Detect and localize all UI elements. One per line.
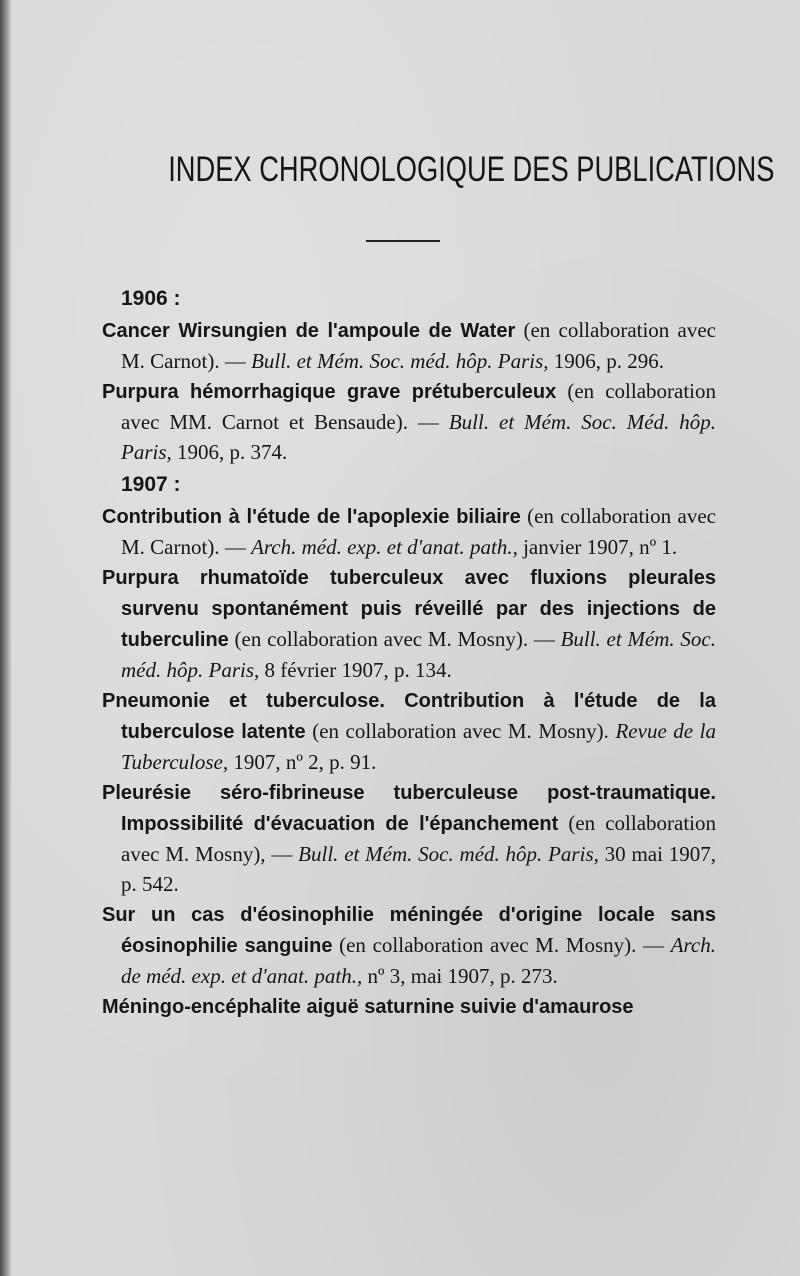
publication-citation: Bull. et Mém. Soc. méd. hôp. Paris, — [298, 842, 599, 866]
publication-list — [102, 283, 716, 1022]
publication-note: (en collaboration avec MM. Carnot et Bensaude). — — [121, 379, 717, 434]
publication-title: Purpura rhumatoïde tuberculeux avec fluxions pleurales survenu spontanément puis réveillé par des injections de tuberculine — [102, 567, 716, 651]
publication-entry — [102, 777, 716, 899]
publication-title: Pleurésie séro-fibrineuse tuberculeuse post-traumatique. Impossibilité d'évacuation de l'épanchement — [102, 782, 716, 835]
publication-citation: Arch. méd. exp. et d'anat. path., — [251, 535, 518, 559]
publication-note: (en collaboration avec M. Mosny), — — [121, 811, 716, 866]
publication-entry — [102, 685, 716, 777]
publication-ref: janvier 1907, nº 1. — [517, 535, 678, 559]
publication-entry — [102, 562, 716, 685]
publication-entry — [102, 899, 716, 991]
publication-citation: Arch. de méd. exp. et d'anat. path., — [121, 933, 716, 988]
year-heading-1907: 1907 : — [121, 473, 181, 496]
publication-ref: 1906, p. 296. — [548, 349, 665, 373]
publication-citation: Bull. et Mém. Soc. méd. hôp. Paris, — [251, 349, 549, 373]
publication-note: (en collaboration avec M. Carnot). — — [121, 504, 716, 559]
publication-note: (en collaboration avec M. Mosny). — — [228, 627, 561, 651]
publication-note: (en collaboration avec M. Mosny). — — [332, 933, 671, 957]
publication-title: Méningo-encéphalite aiguë saturnine suivie d'amaurose — [102, 996, 634, 1018]
publication-title: Purpura hémorrhagique grave prétuberculeux — [102, 381, 557, 403]
publication-note: (en collaboration avec M. Mosny). — [305, 719, 616, 743]
publication-entry — [102, 991, 716, 1022]
title-rule — [366, 240, 440, 242]
page-edge-shadow — [0, 0, 12, 1276]
publication-title: Cancer Wirsungien de l'ampoule de Water — [102, 320, 516, 342]
publication-note: (en collaboration avec M. Carnot). — — [121, 318, 716, 373]
publication-ref: nº 3, mai 1907, p. 273. — [362, 964, 558, 988]
publication-title: Contribution à l'étude de l'apoplexie biliaire — [102, 506, 521, 528]
publication-ref: 30 mai 1907, p. 542. — [121, 842, 716, 896]
publication-title: Sur un cas d'éosinophilie méningée d'origine locale sans éosinophilie sanguine — [102, 904, 716, 957]
year-heading-1906: 1906 : — [121, 287, 181, 310]
publication-citation: Bull. et Mém. Soc. Méd. hôp. Paris, — [121, 410, 716, 464]
page-title: INDEX CHRONOLOGIQUE DES PUBLICATIONS — [168, 150, 775, 189]
publication-ref: 8 février 1907, p. 134. — [259, 658, 452, 682]
publication-entry — [102, 376, 716, 467]
publication-entry — [102, 315, 716, 376]
publication-ref: 1906, p. 374. — [171, 440, 288, 464]
publication-entry — [102, 501, 716, 562]
publication-citation: Revue de la Tuberculose, — [121, 719, 716, 774]
publication-citation: Bull. et Mém. Soc. méd. hôp. Paris, — [121, 627, 716, 682]
publication-ref: 1907, nº 2, p. 91. — [228, 750, 377, 774]
publication-title: Pneumonie et tuberculose. Contribution à l'étude de la tuberculose latente — [102, 690, 716, 743]
